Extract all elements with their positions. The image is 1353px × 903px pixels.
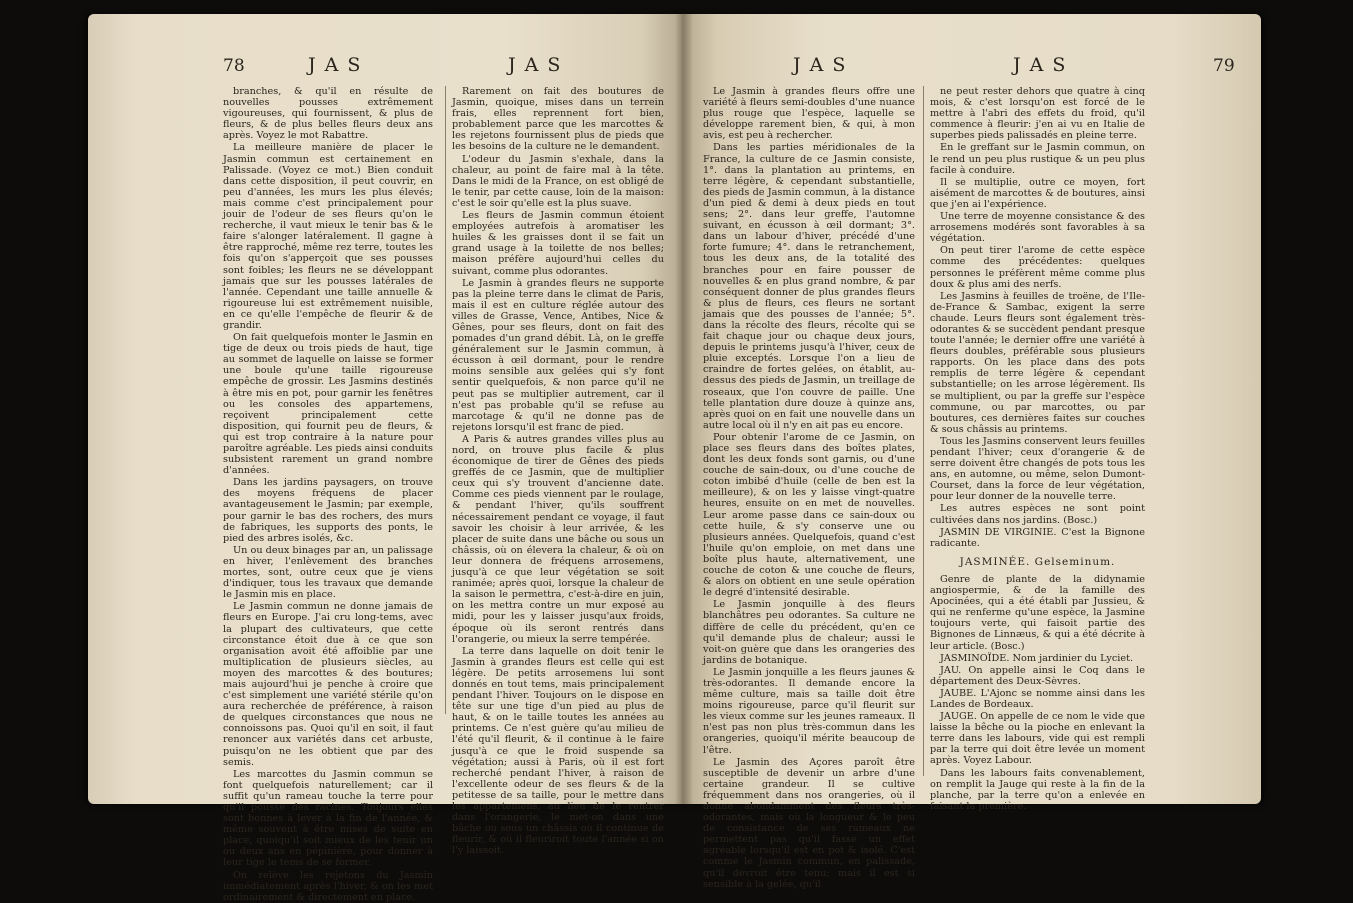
paragraph: On relève les rejetons du Jasmin immédiatement après l'hiver, & on les met ordinairement & directement en place. (223, 869, 433, 903)
paragraph: branches, & qu'il en résulte de nouvelles pousses extrêmement vigoureuses, qui fournissent, & plus de fleurs, & de plus belles fleurs deux ans après. Voyez le mot Rabattre. (223, 86, 433, 142)
paragraph: Pour obtenir l'arome de ce Jasmin, on place ses fleurs dans des boîtes plates, dont les deux fonds sont garnis, ou d'une couche de sain-doux, ou d'une couche de coton imbibé d'huile (celle de ben est la meilleure), & on les y laisse vingt-quatre heures, ensuite on en met de nouvelles. Leur arome passe dans ce sain-doux ou cette huile, & s'y conserve une ou plusieurs années. Quelquefois, quand c'est l'huile qu'on emploie, on met dans une boîte plus haute, alternativement, une couche de coton & une couche de fleurs, & alors on obtient en une seule opération le degré d'intensité desirable. (703, 431, 915, 599)
running-head: JAS (308, 54, 370, 76)
right-page-header (683, 52, 1261, 86)
running-head: JAS (793, 54, 855, 76)
paragraph: JAUGE. On appelle de ce nom le vide que laisse la bêche ou la pioche en enlevant la terre dans les labours, vide qui est rempli par la terre qui doit être levée un moment après. Voyez Labour. (930, 711, 1145, 767)
running-head: JAS (508, 54, 570, 76)
paragraph: JASMIN DE VIRGINIE. C'est la Bignone radicante. (930, 526, 1145, 549)
running-head: JAS (1013, 54, 1075, 76)
text-column-left (223, 86, 433, 903)
paragraph: Les marcottes du Jasmin commun se font quelquefois naturellement; car il suffit qu'un rameau touche la terre pour qu'il pousse des racines. Toujours elles sont bonnes à lever à la fin de l'année, & même souvent à être mises de suite en place, quoiqu'il soit mieux de les tenir un ou deux ans en pépinière, pour donner à leur tige le tems de se former. (223, 768, 433, 869)
page-number: 78 (223, 56, 245, 76)
paragraph: Un ou deux binages par an, un palissage en hiver, l'enlèvement des branches mortes, sont, outre ceux que je viens d'indiquer, tous les travaux que demande le Jasmin mis en place. (223, 544, 433, 601)
text-column-left (703, 86, 915, 890)
paragraph: A Paris & autres grandes villes plus au nord, on trouve plus facile & plus économique de tirer de Gênes des pieds greffés de ce Jasmin, que de multiplier ceux qui s'y trouvent d'ancienne date. Comme ces pieds viennent par le roulage, & pendant l'hiver, qu'ils souffrent nécessairement pendant ce voyage, il faut savoir les choisir à leur arrivée, & les placer de suite dans une bâche ou sous un châssis, où on élevera la chaleur, & où on leur donnera de fréquens arrosemens, jusqu'à ce que leur végétation se soit ranimée; après quoi, lorsque la chaleur de la saison le permettra, c'est-à-dire en juin, on les mettra contre un mur exposé au midi, pour les y laisser jusqu'aux froids, époque où ils seront rentrés dans l'orangerie, ou mieux la serre tempérée. (452, 433, 664, 645)
left-page (88, 14, 683, 903)
paragraph: JASMINOÏDE. Nom jardinier du Lyciet. (940, 652, 1134, 664)
paragraph: Les Jasmins à feuilles de troëne, de l'Ile-de-France & Sambac, exigent la serre chaude. Leurs fleurs sont également très-odorantes & se succèdent pendant presque toute l'année; le dernier offre une variété à fleurs doubles, préférable sous plusieurs rapports. On les place dans des pots remplis de terre légère & cependant substantielle; on les arrose légèrement. Ils se multiplient, ou par la greffe sur l'espèce commune, ou par marcottes, ou par boutures, ces dernières faites sur couches & sous châssis au printems. (930, 290, 1145, 435)
paragraph: Genre de plante de la didynamie angiospermie, & de la famille des Apocinées, qui a été établi par Jussieu, & qui ne renferme qu'une espèce, la Jasmine toujours verte, qui faisoit partie des Bignones de Linnæus, & qui a été décrite à leur article. (Bosc.) (930, 573, 1145, 652)
paragraph: On fait quelquefois monter le Jasmin en tige de deux ou trois pieds de haut, tige au sommet de laquelle on laisse se former une boule qu'une taille rigoureuse empêche de grossir. Les Jasmins destinés à être mis en pot, pour garnir les fenêtres ou les consoles des appartemens, reçoivent principalement cette disposition, qui fournit peu de fleurs, & qui est trop contraire à la nature pour paroître agréable. Les pieds ainsi conduits subsistent rarement un grand nombre d'années. (223, 332, 433, 477)
paragraph: Le Jasmin jonquille a les fleurs jaunes & très-odorantes. Il demande encore la même culture, mais sa taille doit être moins rigoureuse, parce qu'il fleurit sur les vieux comme sur les jeunes rameaux. Il n'est pas non plus très-commun dans les orangeries, quoiqu'il mérite beaucoup de l'être. (703, 666, 915, 756)
paragraph: La terre dans laquelle on doit tenir le Jasmin à grandes fleurs est celle qui est légère. De petits arrosemens lui sont donnés en tout tems, mais principalement pendant l'hiver. Toujours on le dispose en tête sur une tige d'un pied au plus de haut, & on le taille toutes les années au printems. Ce n'est guère qu'au milieu de l'été qu'il fleurit, & il continue à le faire jusqu'à ce que le froid suspende sa végétation; aussi à Paris, où il est fort recherché pendant l'hiver, à raison de l'excellente odeur de ses fleurs & de la petitesse de sa taille, pour le mettre dans les appartemens, au lieu de le rentrer dans l'orangerie, le met-on dans une bâche ou sous un châssis où il continue de fleurir, & où il fleuriroit toute l'année si on l'y laissoit. (452, 645, 664, 857)
paragraph: Tous les Jasmins conservent leurs feuilles pendant l'hiver; ceux d'orangerie & de serre doivent être changés de pots tous les ans, en automne, ou même, selon Dumont-Courset, dans la force de leur végétation, pour leur donner de la nouvelle terre. (930, 435, 1145, 503)
paragraph: Les fleurs de Jasmin commun étoient employées autrefois à aromatiser les huiles & les graisses dont il se fait un grand usage à la toilette de nos belles; maison préfère aujourd'hui celles du suivant, comme plus odorantes. (452, 210, 664, 277)
paragraph: Dans les labours faits convenablement, on remplit la Jauge qui reste à la fin de la planche, par la terre qu'on a enlevée en faisant la première. (930, 767, 1145, 812)
paragraph: L'odeur du Jasmin s'exhale, dans la chaleur, au point de faire mal à la tête. Dans le midi de la France, on est obligé de le tenir, par cette cause, loin de la maison: c'est le soir qu'elle est la plus suave. (452, 153, 664, 209)
paragraph: Il se multiplie, outre ce moyen, fort aisément de marcottes & de boutures, ainsi que j'en ai l'expérience. (930, 176, 1145, 210)
paragraph: Dans les parties méridionales de la France, la culture de ce Jasmin consiste, 1°. dans la plantation au printems, en terre légère, & cependant substantielle, des pieds de Jasmin commun, à la distance d'un pied & demi à deux pieds en tout sens; 2°. dans leur greffe, l'automne suivant, en écusson à œil dormant; 3°. dans un labour d'hiver, précédé d'une forte fumure; 4°. dans le retranchement, tous les deux ans, de la totalité des branches pour en faire pousser de nouvelles & en plus grand nombre, & par conséquent donner de plus grandes fleurs & plus de fleurs, ces fleurs ne sortant jamais que des pousses de l'année; 5°. dans la récolte des fleurs, récolte qui se fait chaque jour ou chaque deux jours, depuis le printems jusqu'à l'hiver, ceux de pluie exceptés. Lorsque l'on a lieu de craindre de fortes gelées, on établit, au-dessus des pieds de Jasmin, un treillage de roseaux, que l'on couvre de paille. Une telle plantation dure douze à quinze ans, après quoi on en fait une nouvelle dans un autre local où il n'y en ait pas eu encore. (703, 142, 915, 431)
paragraph: ne peut rester dehors que quatre à cinq mois, & c'est lorsqu'on est forcé de le mettre à l'abri des effets du froid, qu'il commence à fleurir: j'en ai vu en Italie de superbes pieds palissadés en pleine terre. (930, 86, 1145, 142)
paragraph: JAUBE. L'Ajonc se nomme ainsi dans les Landes de Bordeaux. (930, 687, 1145, 710)
paragraph: Rarement on fait des boutures de Jasmin, quoique, mises dans un terrein frais, elles reprennent fort bien, probablement parce que les marcottes & les rejetons fournissent plus de pieds que les besoins de la culture ne le demandent. (452, 86, 664, 153)
paragraph: Le Jasmin à grandes fleurs offre une variété à fleurs semi-doubles d'une nuance plus rouge que l'espèce, laquelle se développe rarement bien, & qui, à mon avis, est peu à rechercher. (703, 86, 915, 142)
paragraph: JAU. On appelle ainsi le Coq dans le département des Deux-Sèvres. (930, 664, 1145, 687)
paragraph: Le Jasmin à grandes fleurs ne supporte pas la pleine terre dans le climat de Paris, mais il est en culture réglée autour des villes de Grasse, Vence, Antibes, Nice & Gênes, pour ses fleurs, dont on fait des pomades d'un grand débit. Là, on le greffe généralement sur le Jasmin commun, à écusson à œil dormant, pour le rendre moins sensible aux gelées qui s'y font sentir quelquefois, & non parce qu'il ne peut pas se multiplier autrement, car il n'est pas probable qu'il se refuse au marcotage & qu'il ne donne pas de rejetons lorsqu'il est franc de pied. (452, 277, 664, 433)
page-number: 79 (1213, 56, 1235, 76)
paragraph: En le greffant sur le Jasmin commun, on le rend un peu plus rustique & un peu plus facile à conduire. (930, 142, 1145, 176)
left-page-header (88, 52, 683, 86)
paragraph: Les autres espèces ne sont point cultivées dans nos jardins. (Bosc.) (930, 503, 1145, 526)
paragraph: Le Jasmin commun ne donne jamais de fleurs en Europe. J'ai cru long-tems, avec la plupart des cultivateurs, que cette circonstance étoit due à ce que son organisation avoit été affoiblie par une multiplication de plusieurs siècles, au moyen des marcottes & des boutures; mais aujourd'hui je penche à croire que c'est simplement une variété stérile qu'on aura recherchée de préférence, à raison de quelques circonstances que nous ne connoissons pas. Quoi qu'il en soit, il faut renoncer aux variétés dans cet arbuste, puisqu'on ne les obtient que par des semis. (223, 601, 433, 768)
entry-heading: JASMINÉE. Gelseminum. (959, 555, 1116, 568)
right-page (683, 14, 1261, 890)
paragraph: Une terre de moyenne consistance & des arrosemens modérés sont favorables à sa végétation. (930, 211, 1145, 245)
paragraph: Dans les jardins paysagers, on trouve des moyens fréquens de placer avantageusement le Jasmin; par exemple, pour garnir le bas des rochers, des murs de fabriques, les supports des ponts, le pied des arbres isolés, &c. (223, 477, 433, 544)
paragraph: Le Jasmin des Açores paroît être susceptible de devenir un arbre d'une certaine grandeur. Il se cultive fréquemment dans nos orangeries, où il donne abondamment des fleurs très-odorantes, mais où la longueur & le peu de consistance de ses rameaux ne permettent pas qu'il fasse un effet agréable lorsqu'il est en pot & isolé. C'est comme le Jasmin commun, en palissade, qu'il devroit être tenu; mais il est si sensible à la gelée, qu'il (703, 756, 915, 890)
text-column-right (445, 86, 664, 857)
paragraph: On peut tirer l'arome de cette espèce comme des précédentes: quelques personnes le préfèrent même comme plus doux & plus ami des nerfs. (930, 245, 1145, 290)
paragraph: Le Jasmin jonquille à des fleurs blanchâtres peu odorantes. Sa culture ne diffère de celle du précédent, qu'en ce qu'il demande plus de chaleur; aussi le voit-on guère que dans les orangeries des jardins de botanique. (703, 599, 915, 666)
text-column-right (923, 86, 1145, 812)
paragraph: La meilleure manière de placer le Jasmin commun est certainement en Palissade. (Voyez ce mot.) Bien conduit dans cette disposition, il peut couvrir, en peu d'années, les murs les plus élevés; mais comme c'est principalement pour jouir de l'odeur de ses fleurs qu'on le recherche, il vaut mieux le tenir bas & le faire s'alonger latéralement. Il gagne à être rapproché, même rez terre, toutes les fois qu'on s'apperçoit que ses pousses sont foibles; les fleurs ne se développant jamais que sur les pousses latérales de l'année. Cependant une taille annuelle & rigoureuse lui est extrêmement nuisible, en ce qu'elle l'empêche de fleurir & de grandir. (223, 142, 433, 331)
book-gutter (675, 14, 693, 804)
